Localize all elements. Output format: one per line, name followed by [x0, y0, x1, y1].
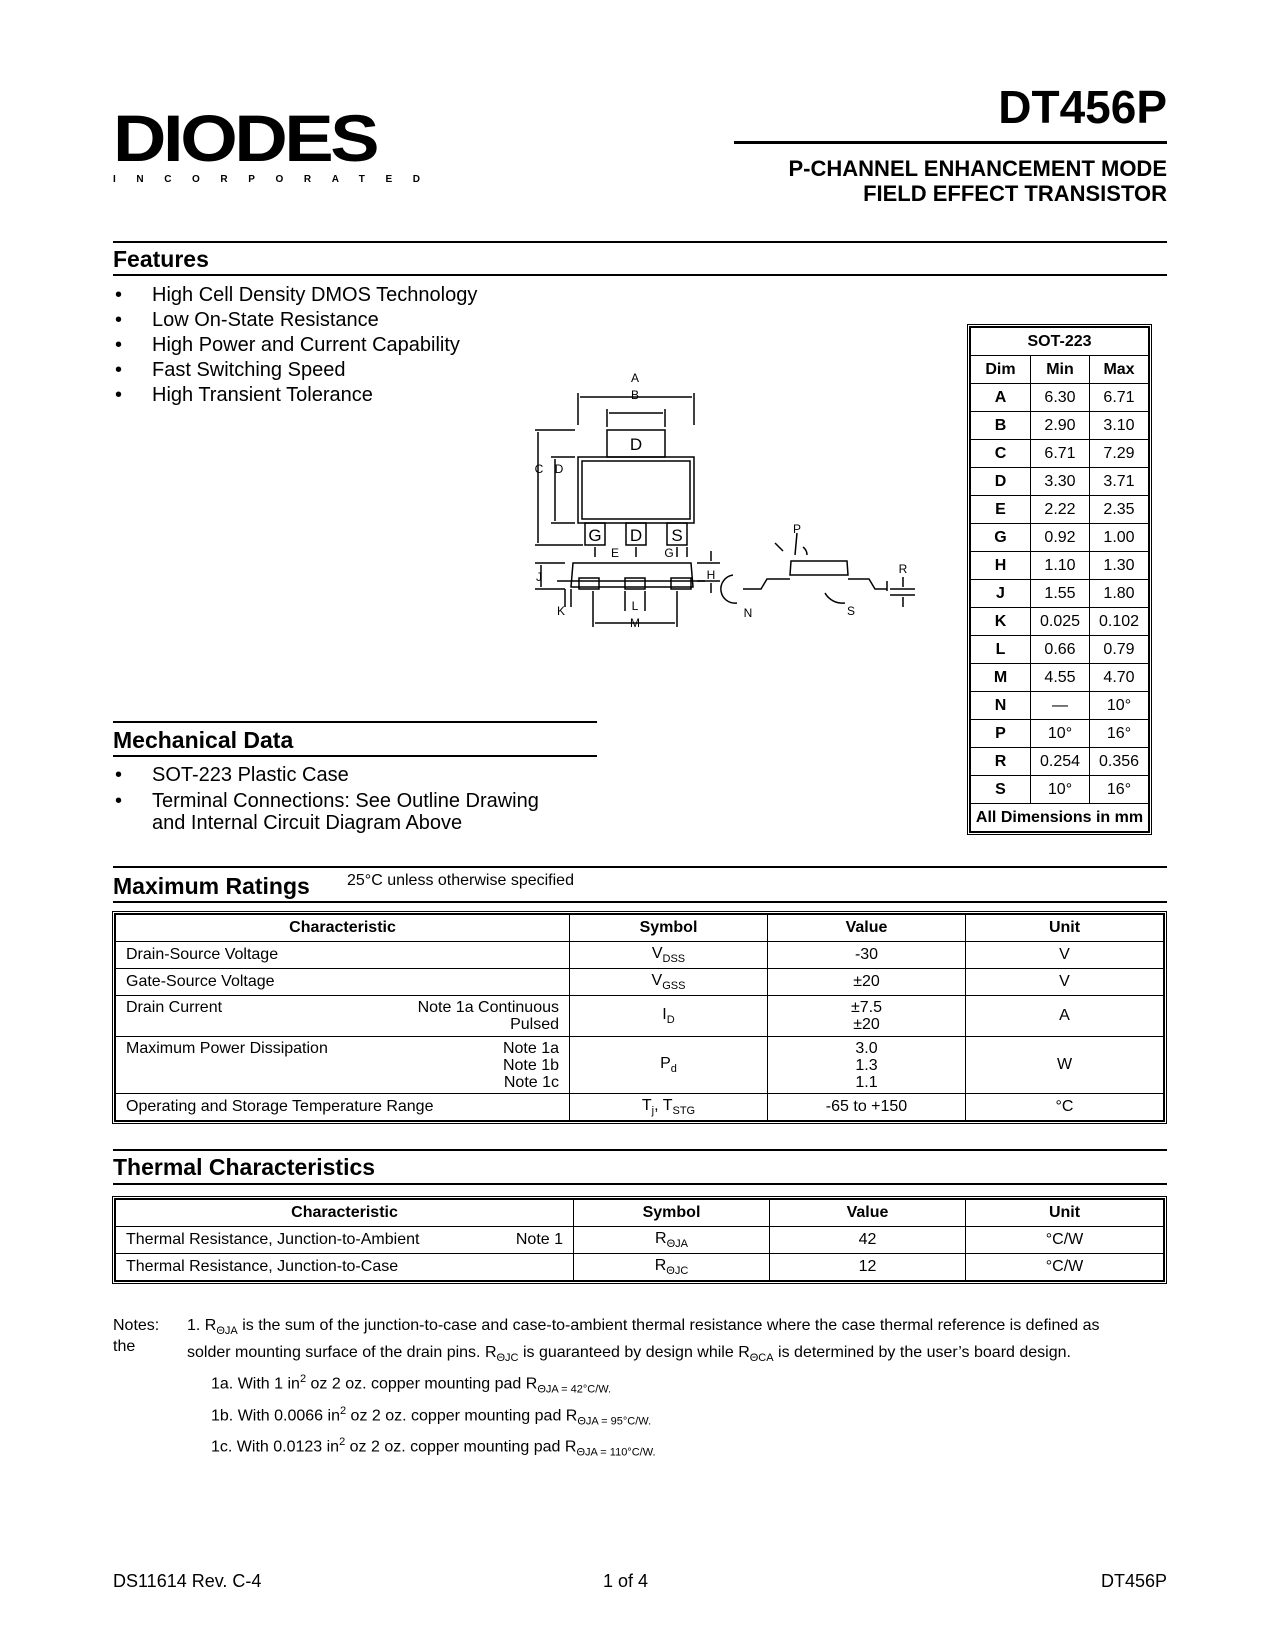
feature-item: • High Cell Density DMOS Technology: [115, 283, 477, 308]
part-number: DT456P: [998, 81, 1167, 133]
table-row: [116, 1094, 1164, 1121]
dim-letter: N: [971, 692, 1031, 720]
dim-max: 7.29: [1090, 440, 1149, 468]
mechanical-rule-bottom: [113, 755, 597, 757]
thermal-header: Characteristic: [116, 1200, 574, 1227]
note-1: 1. $R_{\Theta JA}$ is the sum of the junction-to-case and case-to-ambient thermal resistance where the case thermal reference is defined as: [187, 1317, 1100, 1338]
unit: W: [966, 1037, 1164, 1094]
unit: A: [966, 996, 1164, 1037]
dim-row: [971, 692, 1149, 720]
device-subtitle: [789, 156, 1168, 206]
note-1c: 1c. With 0.0123 $in^2$ oz 2 oz. copper mounting pad $R_{\Theta JA = 110^\circ C/W.}$: [211, 1436, 656, 1459]
dim-letter: J: [971, 580, 1031, 608]
dim-label-l: L: [631, 599, 639, 613]
mechanical-list: [115, 764, 539, 834]
dim-letter: P: [971, 720, 1031, 748]
characteristic: Drain-Source Voltage: [116, 942, 570, 969]
dim-max: 1.00: [1090, 524, 1149, 552]
features-rule-bottom: [113, 274, 1167, 276]
symbol: $I_D$: [570, 996, 768, 1037]
dim-min: 10°: [1031, 776, 1090, 804]
unit: °C/W: [966, 1254, 1164, 1281]
ratings-rule-bottom: [113, 901, 1167, 903]
ratings-header: Characteristic: [116, 915, 570, 942]
dim-table-footer: All Dimensions in mm: [971, 804, 1149, 832]
table-row: [116, 1227, 1164, 1254]
dim-label-p: P: [792, 522, 802, 536]
characteristic: Operating and Storage Temperature Range: [116, 1094, 570, 1121]
value: -65 to +150: [768, 1094, 966, 1121]
mechanical-item-line: Terminal Connections: See Outline Drawing: [152, 790, 539, 812]
notes: [113, 1315, 1153, 1464]
value: -30: [768, 942, 966, 969]
diodes-logo: [113, 101, 441, 185]
value: 12: [770, 1254, 966, 1281]
package-body-top-view: [578, 457, 694, 523]
dim-letter: C: [971, 440, 1031, 468]
dim-label-d: D: [554, 462, 564, 476]
dim-min: 10°: [1031, 720, 1090, 748]
thermal-header: Unit: [966, 1200, 1164, 1227]
dim-min: 6.30: [1031, 384, 1090, 412]
dim-max: 3.10: [1090, 412, 1149, 440]
symbol: $T_j$, $T_{STG}$: [570, 1094, 768, 1121]
pin-label-g: G: [588, 526, 602, 545]
dim-letter: E: [971, 496, 1031, 524]
dim-row: [971, 636, 1149, 664]
thermal-rule-bottom: [113, 1183, 1167, 1185]
dim-letter: A: [971, 384, 1031, 412]
value: ±7.5 ±20: [768, 996, 966, 1037]
dim-row: [971, 580, 1149, 608]
value: 42: [770, 1227, 966, 1254]
ratings-rule-top: [113, 866, 1167, 868]
dim-max: 16°: [1090, 720, 1149, 748]
logo-text: DIODES: [113, 101, 377, 175]
dim-label-a: A: [630, 371, 640, 385]
dim-min: 2.90: [1031, 412, 1090, 440]
dim-header: Max: [1090, 356, 1149, 384]
value: ±20: [768, 969, 966, 996]
dim-min: 6.71: [1031, 440, 1090, 468]
dim-row: [971, 468, 1149, 496]
dim-max: 6.71: [1090, 384, 1149, 412]
dim-letter: S: [971, 776, 1031, 804]
dim-row: [971, 384, 1149, 412]
mechanical-title: Mechanical Data: [113, 727, 294, 753]
ratings-condition: 25°C unless otherwise specified: [347, 872, 574, 889]
pin-label-s: S: [671, 526, 683, 545]
dim-row: [971, 664, 1149, 692]
dim-label-g: G: [664, 546, 674, 560]
table-row: [116, 969, 1164, 996]
dim-letter: L: [971, 636, 1031, 664]
feature-item: • High Transient Tolerance: [115, 383, 477, 408]
ratings-title: Maximum Ratings: [113, 873, 310, 899]
characteristic: Maximum Power Dissipation Note 1a Note 1b Note 1c: [116, 1037, 570, 1094]
thermal-table: [112, 1196, 1167, 1284]
table-row: [116, 1254, 1164, 1281]
dim-min: 2.22: [1031, 496, 1090, 524]
features-title: Features: [113, 246, 209, 272]
ratings-header: Unit: [966, 915, 1164, 942]
dim-letter: D: [971, 468, 1031, 496]
footer-page-number: 1 of 4: [603, 1571, 649, 1591]
dim-table-package: SOT-223: [971, 328, 1149, 356]
dim-letter: M: [971, 664, 1031, 692]
dim-label-r: R: [898, 562, 908, 576]
table-row: [116, 942, 1164, 969]
feature-item: • Fast Switching Speed: [115, 358, 477, 383]
dim-row: [971, 552, 1149, 580]
thermal-rule-top: [113, 1149, 1167, 1151]
footer-part-number: DT456P: [1100, 1571, 1167, 1591]
dim-min: 1.10: [1031, 552, 1090, 580]
features-list: [115, 283, 477, 408]
dim-row: [971, 608, 1149, 636]
ratings-header: Value: [768, 915, 966, 942]
dim-max: 0.102: [1090, 608, 1149, 636]
mechanical-item: • SOT-223 Plastic Case: [115, 764, 539, 786]
dim-label-j: J: [536, 570, 542, 584]
thermal-title: Thermal Characteristics: [113, 1154, 376, 1180]
value: 3.0 1.3 1.1: [768, 1037, 966, 1094]
dim-max: 1.80: [1090, 580, 1149, 608]
notes-label-continued: the: [113, 1338, 136, 1355]
dim-min: 0.254: [1031, 748, 1090, 776]
dim-row: [971, 496, 1149, 524]
dimension-table: [967, 324, 1152, 835]
dim-max: 3.71: [1090, 468, 1149, 496]
dim-min: 3.30: [1031, 468, 1090, 496]
mechanical-rule-top: [113, 721, 597, 723]
dim-label-n: N: [743, 606, 753, 620]
characteristic: Gate-Source Voltage: [116, 969, 570, 996]
dim-row: [971, 440, 1149, 468]
characteristic: Thermal Resistance, Junction-to-Case: [116, 1254, 574, 1281]
dim-max: 0.79: [1090, 636, 1149, 664]
dim-min: —: [1031, 692, 1090, 720]
sot223-outline-drawing: [534, 371, 965, 675]
dim-row: [971, 720, 1149, 748]
dim-max: 0.356: [1090, 748, 1149, 776]
dim-min: 0.025: [1031, 608, 1090, 636]
note-1a: 1a. With 1 $in^2$ oz 2 oz. copper mounting pad $R_{\Theta JA = 42^\circ C/W.}$: [211, 1373, 612, 1396]
thermal-header: Symbol: [574, 1200, 770, 1227]
dim-label-h: H: [706, 568, 716, 582]
dim-label-b: B: [630, 388, 640, 402]
dim-min: 1.55: [1031, 580, 1090, 608]
dim-max: 4.70: [1090, 664, 1149, 692]
ratings-header: Symbol: [570, 915, 768, 942]
dim-header: Dim: [971, 356, 1031, 384]
dim-min: 0.66: [1031, 636, 1090, 664]
feature-item: • High Power and Current Capability: [115, 333, 477, 358]
header-divider: [734, 141, 1167, 144]
dim-min: 4.55: [1031, 664, 1090, 692]
dim-letter: H: [971, 552, 1031, 580]
dim-row: [971, 524, 1149, 552]
dim-letter: G: [971, 524, 1031, 552]
unit: V: [966, 969, 1164, 996]
dim-letter: B: [971, 412, 1031, 440]
dim-header: Min: [1031, 356, 1090, 384]
footer-doc-number: DS11614 Rev. C-4: [113, 1571, 262, 1591]
note-1-continued: solder mounting surface of the drain pins. $R_{\Theta JC}$ is guaranteed by design while $R_{\Theta CA}$ is determined by the user’s board design.: [187, 1344, 1071, 1365]
mechanical-item: [115, 790, 539, 834]
dim-label-k: K: [556, 604, 566, 618]
symbol: $R_{\Theta JA}$: [574, 1227, 770, 1254]
logo-subtext: INCORPORATED: [113, 174, 441, 185]
dim-label-s: S: [846, 604, 856, 618]
dim-label-c: C: [534, 462, 544, 476]
package-body-profile: [790, 561, 848, 575]
dim-row: [971, 412, 1149, 440]
unit: °C/W: [966, 1227, 1164, 1254]
dim-letter: R: [971, 748, 1031, 776]
feature-item: • Low On-State Resistance: [115, 308, 477, 333]
tab-label-d: D: [629, 435, 643, 454]
dim-max: 16°: [1090, 776, 1149, 804]
dim-letter: K: [971, 608, 1031, 636]
characteristic: Thermal Resistance, Junction-to-Ambient Note 1: [116, 1227, 574, 1254]
dim-max: 10°: [1090, 692, 1149, 720]
dim-max: 2.35: [1090, 496, 1149, 524]
note-1b: 1b. With 0.0066 $in^2$ oz 2 oz. copper mounting pad $R_{\Theta JA = 95^\circ C/W.}$: [211, 1404, 652, 1428]
dim-min: 0.92: [1031, 524, 1090, 552]
dim-max: 1.30: [1090, 552, 1149, 580]
features-rule-top: [113, 241, 1167, 243]
symbol: $V_{DSS}$: [570, 942, 768, 969]
symbol: $R_{\Theta JC}$: [574, 1254, 770, 1281]
package-body-side-view: [571, 563, 693, 587]
unit: V: [966, 942, 1164, 969]
notes-label: Notes:: [113, 1317, 160, 1334]
dim-row: [971, 776, 1149, 804]
thermal-header: Value: [770, 1200, 966, 1227]
unit: °C: [966, 1094, 1164, 1121]
table-row: [116, 1037, 1164, 1094]
subtitle-line-2: FIELD EFFECT TRANSISTOR: [863, 181, 1167, 206]
pin-label-d: D: [629, 526, 643, 545]
max-ratings-table: [112, 911, 1167, 1124]
table-row: [116, 996, 1164, 1037]
subtitle-line-1: P-CHANNEL ENHANCEMENT MODE: [788, 156, 1167, 181]
dim-label-e: E: [610, 546, 620, 560]
mechanical-item-line: and Internal Circuit Diagram Above: [152, 812, 463, 834]
symbol: $P_d$: [570, 1037, 768, 1094]
symbol: $V_{GSS}$: [570, 969, 768, 996]
dim-row: [971, 748, 1149, 776]
characteristic: Drain Current Note 1a Continuous Pulsed: [116, 996, 570, 1037]
dim-label-m: M: [630, 616, 640, 630]
